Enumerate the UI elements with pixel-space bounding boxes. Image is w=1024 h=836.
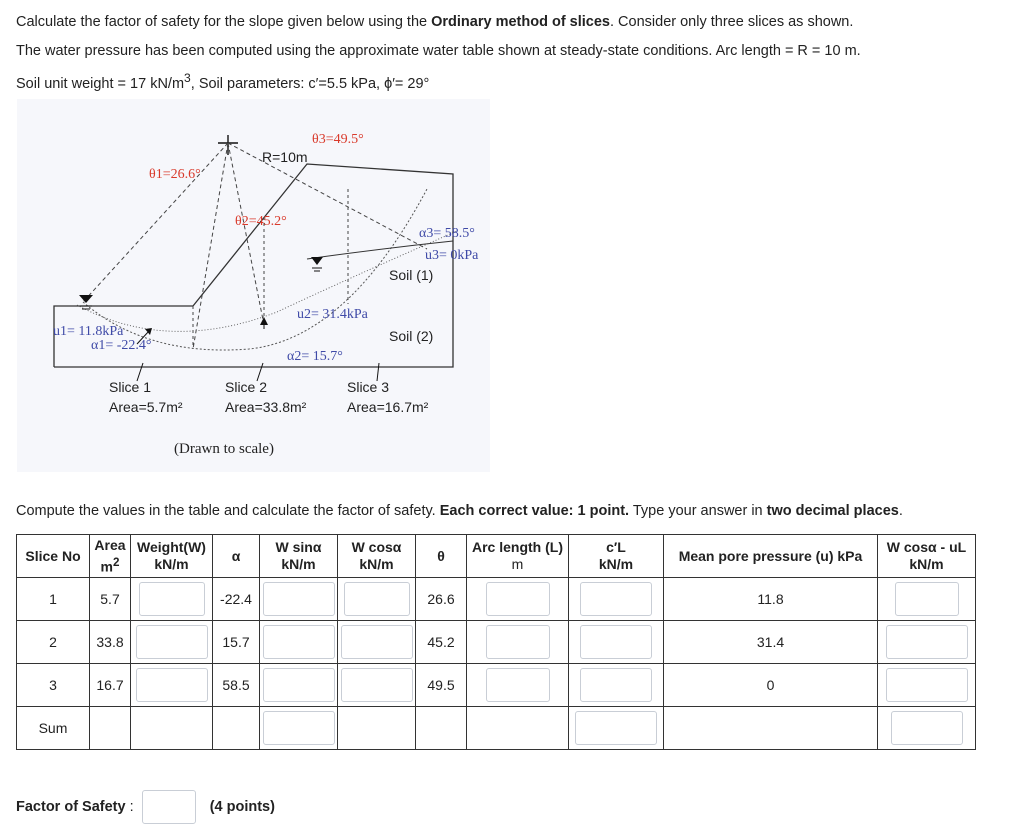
area-cell: 16.7 [90,664,131,707]
header-label: θ [437,547,445,564]
alpha-cell: 15.7 [213,621,260,664]
instructions-text: . [898,503,903,519]
weight-input[interactable] [139,582,205,616]
cl-sum-cell [569,707,664,750]
fos-input[interactable] [142,790,196,824]
empty-cell [131,707,213,750]
arc-length-input[interactable] [486,625,550,659]
header-label: W sinα [275,539,322,555]
header-unit: kN/m [281,556,316,572]
problem-text: . Consider only three slices as shown. [610,14,854,30]
empty-cell [664,707,878,750]
wcos-cell [338,621,416,664]
problem-line-3 [16,71,429,92]
weight-cell [131,664,213,707]
header-label: Arc length (L) [472,539,563,555]
wsin-input[interactable] [263,625,335,659]
weight-cell [131,621,213,664]
weight-input[interactable] [136,668,208,702]
slope-figure [17,99,490,472]
alpha-cell: 58.5 [213,664,260,707]
header-wsin [260,535,338,578]
theta-cell: 45.2 [416,621,467,664]
cl-input[interactable] [580,582,652,616]
empty-cell [467,707,569,750]
water-table-marker-icon [311,257,323,265]
cl-cell [569,664,664,707]
area-cell: 5.7 [90,578,131,621]
wcos-cell [338,578,416,621]
points-note: Each correct value: 1 point. [439,503,630,519]
slice3-area: Area=16.7m² [347,399,429,415]
slice2-name: Slice 2 [225,379,268,395]
cl-input[interactable] [580,625,652,659]
header-label: Area [94,536,126,553]
header-arc-length [467,535,569,578]
empty-cell [338,707,416,750]
header-alpha [213,535,260,578]
sum-row [17,707,976,750]
wcos-input[interactable] [344,582,410,616]
theta-cell: 49.5 [416,664,467,707]
net-normal-cell [878,621,976,664]
header-area [90,535,131,578]
header-unit-exponent: 2 [112,555,120,569]
slice2-area: Area=33.8m² [225,399,307,415]
slice1-name: Slice 1 [109,379,152,395]
header-label: W cosα [351,539,402,555]
fos-points: (4 points) [209,798,275,815]
header-unit: kN/m [154,556,189,572]
pore-pressure-cell: 31.4 [664,621,878,664]
net-normal-cell [878,664,976,707]
header-net-normal [878,535,976,578]
area-cell: 33.8 [90,621,131,664]
wsin-cell [260,621,338,664]
net-normal-cell [878,578,976,621]
fos-label: Factor of Safety [16,798,126,815]
problem-text: Calculate the factor of safety for the slope given below using the [16,14,432,30]
water-table-marker-icon [79,295,93,303]
empty-cell [416,707,467,750]
weight-input[interactable] [136,625,208,659]
problem-line-2: The water pressure has been computed using the approximate water table shown at steady-state conditions. Arc length = R = 10 m. [16,43,861,59]
table-row [17,664,976,707]
slice-no-cell: 1 [17,578,90,621]
arc-length-cell [467,664,569,707]
pore-pressure-cell: 11.8 [664,578,878,621]
slice1-area: Area=5.7m² [109,399,183,415]
cl-sum-input[interactable] [575,711,657,745]
alpha1-label: α1= -22.4° [91,338,152,353]
arc-length-input[interactable] [486,582,550,616]
wcos-cell [338,664,416,707]
slice-no-cell: 3 [17,664,90,707]
wsin-cell [260,664,338,707]
slice3-name: Slice 3 [347,379,390,395]
alpha3-label: α3= 58.5° [419,226,475,241]
net-normal-input[interactable] [895,582,959,616]
u2-label: u2= 31.4kPa [297,307,368,322]
wsin-input[interactable] [263,582,335,616]
header-cl [569,535,664,578]
wsin-cell [260,578,338,621]
cl-cell [569,578,664,621]
unit-weight-text: Soil unit weight = 17 kN/m [16,75,185,92]
net-normal-input[interactable] [886,625,968,659]
theta3-label: θ3=49.5° [312,132,364,147]
radius-line [228,143,264,325]
header-unit: kN/m [909,556,944,572]
calculation-table [16,534,976,750]
header-slice-no [17,535,90,578]
net-normal-sum-input[interactable] [891,711,963,745]
header-label: α [231,547,241,564]
header-unit: m [511,556,524,572]
problem-line-1 [16,14,853,30]
header-label: W cosα - uL [886,539,967,555]
header-weight [131,535,213,578]
arc-length-input[interactable] [486,668,550,702]
empty-cell [213,707,260,750]
instructions-text: Type your answer in [629,503,767,519]
arc-length-cell [467,578,569,621]
factor-of-safety [16,790,275,824]
weight-cell [131,578,213,621]
wsin-sum-input[interactable] [263,711,335,745]
u3-label: u3= 0kPa [425,248,479,263]
header-unit: m [100,558,113,575]
header-label: Weight(W) [137,539,206,555]
net-normal-sum-cell [878,707,976,750]
table-row [17,621,976,664]
arc-length-cell [467,621,569,664]
header-label: Mean pore pressure (u) kPa [678,547,863,564]
wcos-input[interactable] [341,668,413,702]
header-pore-pressure [664,535,878,578]
header-row [17,535,976,578]
sum-label: Sum [17,707,90,750]
pointer-arrow [260,317,268,325]
fos-colon: : [125,798,138,815]
header-wcos [338,535,416,578]
header-unit: kN/m [598,556,634,572]
alpha-cell: -22.4 [213,578,260,621]
slice-no-cell: 2 [17,621,90,664]
header-theta [416,535,467,578]
alpha2-label: α2= 15.7° [287,349,343,364]
slope-diagram [17,99,490,472]
wcos-input[interactable] [341,625,413,659]
method-name: Ordinary method of slices [431,14,610,30]
soil2-label: Soil (2) [389,328,434,344]
cl-cell [569,621,664,664]
radius-line [228,143,427,249]
theta-cell: 26.6 [416,578,467,621]
theta2-label: θ2=45.2° [235,214,287,229]
cl-input[interactable] [580,668,652,702]
unit-exponent: 3 [184,71,191,85]
header-label: Slice No [25,547,81,564]
header-unit: kN/m [359,556,394,572]
radius-label: R=10m [262,149,308,165]
theta1-label: θ1=26.6° [149,167,201,182]
instructions [16,503,903,519]
figure-caption: (Drawn to scale) [174,441,274,457]
soil1-label: Soil (1) [389,267,434,283]
wsin-input[interactable] [263,668,335,702]
table-row [17,578,976,621]
net-normal-input[interactable] [886,668,968,702]
instructions-text: Compute the values in the table and calculate the factor of safety. [16,503,440,519]
wsin-sum-cell [260,707,338,750]
pore-pressure-cell: 0 [664,664,878,707]
header-label: c′L [606,539,626,555]
empty-cell [90,707,131,750]
u1-label: u1= 11.8kPa [53,324,124,339]
soil-params-text: , Soil parameters: c′=5.5 kPa, ϕ′= 29° [190,75,430,92]
precision-note: two decimal places [766,503,899,519]
